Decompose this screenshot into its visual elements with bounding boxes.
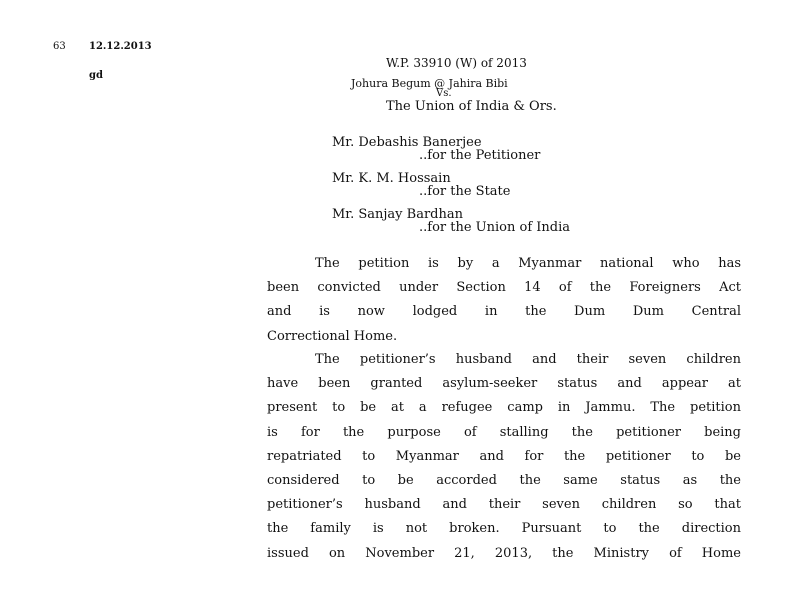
counsel-name-state: Mr. K. M. Hossain (332, 171, 451, 186)
paragraph-line: petitioner’s husband and their seven children so that (267, 497, 741, 513)
counsel-role-state: ..for the State (419, 184, 511, 199)
versus-label: Vs. (436, 88, 452, 99)
paragraph-2 (267, 348, 741, 566)
paragraph-line: the family is not broken. Pursuant to the direction (267, 521, 741, 537)
paragraph-line: The petitioner’s husband and their seven children (315, 352, 741, 367)
serial-number: 63 (53, 41, 66, 52)
paragraph-line: and is now lodged in the Dum Dum Central (267, 304, 741, 320)
paragraph-1 (267, 252, 741, 349)
paragraph-line: The petition is by a Myanmar national who has (315, 256, 741, 271)
order-date: 12.12.2013 (89, 41, 152, 52)
clerk-initials: gd (89, 70, 103, 81)
counsel-name-union: Mr. Sanjay Bardhan (332, 207, 463, 222)
counsel-role-union: ..for the Union of India (419, 220, 570, 235)
paragraph-line: issued on November 21, 2013, the Ministry of Home (267, 545, 741, 561)
case-number: W.P. 33910 (W) of 2013 (386, 56, 527, 70)
paragraph-line: Correctional Home. (267, 328, 398, 344)
paragraph-line: present to be at a refugee camp in Jammu. The petition (267, 400, 741, 416)
petitioner-name: Johura Begum @ Jahira Bibi (351, 77, 508, 90)
paragraph-line: been convicted under Section 14 of the Foreigners Act (267, 280, 741, 296)
counsel-name-petitioner: Mr. Debashis Banerjee (332, 135, 482, 150)
paragraph-line: repatriated to Myanmar and for the petitioner to be (267, 448, 741, 464)
respondent-name: The Union of India & Ors. (386, 99, 557, 114)
paragraph-line: is for the purpose of stalling the petitioner being (267, 424, 741, 440)
paragraph-line: have been granted asylum-seeker status and appear at (267, 376, 741, 392)
counsel-role-petitioner: ..for the Petitioner (419, 148, 541, 163)
paragraph-line: considered to be accorded the same status as the (267, 473, 741, 489)
